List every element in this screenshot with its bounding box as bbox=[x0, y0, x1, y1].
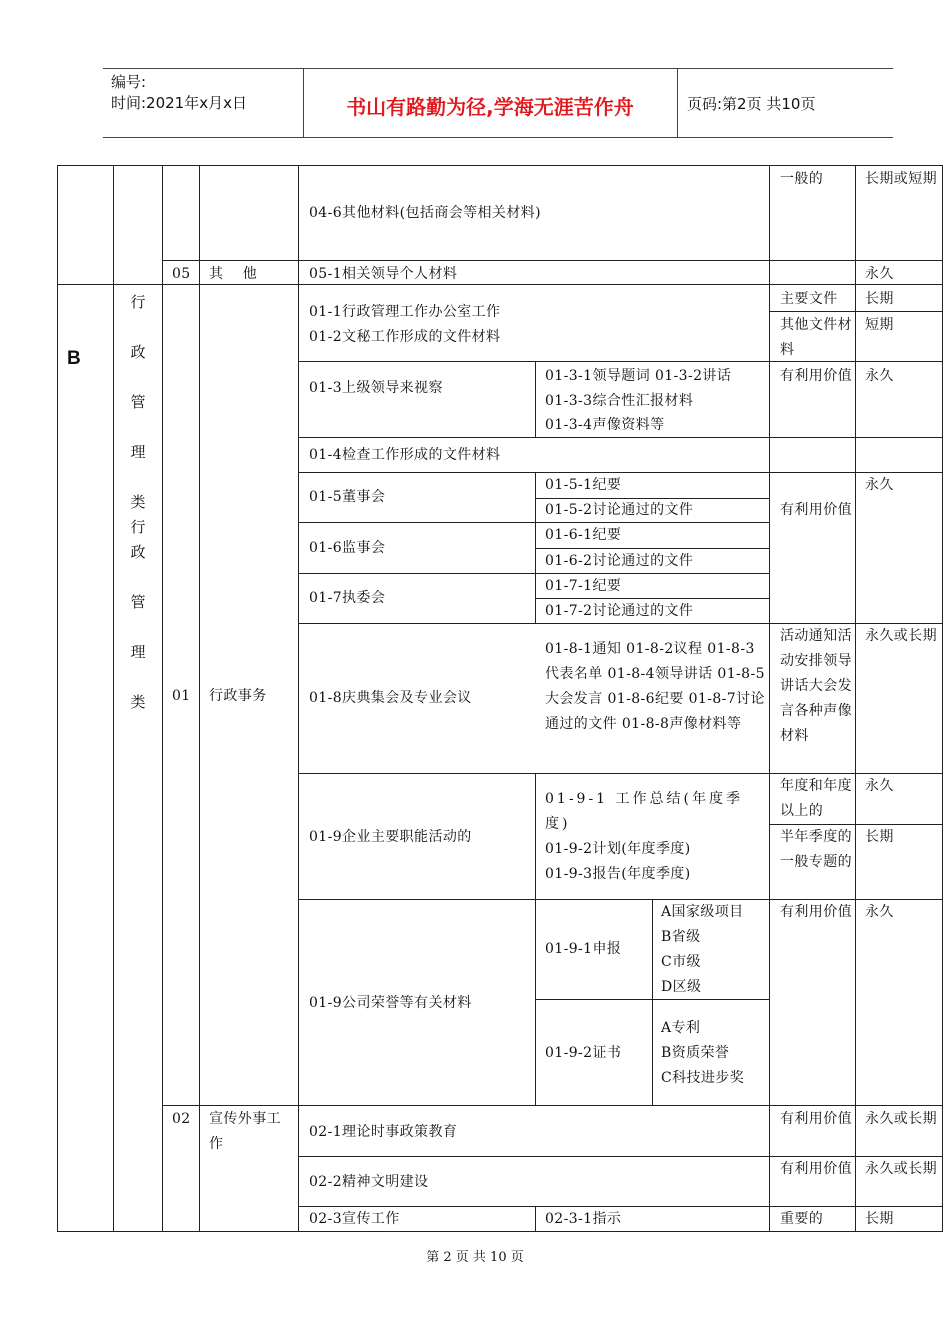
page-number-label: 页码:第2页 共10页 bbox=[687, 95, 816, 113]
section-number: 02 bbox=[172, 1111, 191, 1127]
table-cell: 01-7-1纪要 bbox=[545, 578, 622, 594]
category-char: 政 bbox=[130, 343, 146, 361]
table-cell: 01-9-2证书 bbox=[545, 1045, 622, 1061]
category-code: B bbox=[67, 348, 81, 369]
table-cell: 01-9公司荣誉等有关材料 bbox=[309, 995, 472, 1011]
retention-level: 一般的 bbox=[780, 171, 824, 187]
table-cell: 01-3-3综合性汇报材料 bbox=[545, 393, 694, 409]
archive-table bbox=[57, 165, 943, 1232]
code-label: 编号: bbox=[111, 73, 147, 91]
retention-term: 永久 bbox=[865, 904, 894, 920]
section-number: 01 bbox=[172, 688, 191, 704]
section-name: 其 他 bbox=[209, 266, 258, 282]
category-char: 管 bbox=[130, 393, 146, 411]
category-char: 理 bbox=[130, 643, 146, 661]
retention-term: 长期 bbox=[865, 829, 894, 845]
table-cell: 01-9-1 工作总结(年度季度) bbox=[545, 791, 744, 832]
retention-term: 永久或长期 bbox=[865, 1111, 937, 1127]
date-label: 时间:2021年x月x日 bbox=[111, 94, 247, 112]
table-cell: 05-1相关领导个人材料 bbox=[309, 266, 458, 282]
retention-term: 永久 bbox=[865, 266, 894, 282]
page-footer: 第 2 页 共 10 页 bbox=[426, 1250, 524, 1265]
table-cell: 02-3-1指示 bbox=[545, 1211, 622, 1227]
table-cell: 01-6-2讨论通过的文件 bbox=[545, 553, 694, 569]
table-cell: 01-6-1纪要 bbox=[545, 527, 622, 543]
table-cell: 01-4检查工作形成的文件材料 bbox=[309, 447, 501, 463]
retention-term: 短期 bbox=[865, 317, 894, 333]
table-cell: 01-7-2讨论通过的文件 bbox=[545, 603, 694, 619]
retention-level: 其他文件材料 bbox=[780, 317, 852, 358]
category-char: 类行 bbox=[130, 493, 146, 536]
table-cell: C市级 bbox=[661, 954, 701, 970]
header-meta bbox=[111, 72, 247, 114]
category-char: 行 bbox=[130, 293, 146, 311]
table-cell: 01-5-1纪要 bbox=[545, 477, 622, 493]
table-cell: 01-5-2讨论通过的文件 bbox=[545, 502, 694, 518]
retention-level: 活动通知活动安排领导讲话大会发言各种声像材料 bbox=[780, 628, 852, 744]
table-cell: D区级 bbox=[661, 979, 702, 995]
table-cell: 01-9企业主要职能活动的 bbox=[309, 829, 472, 845]
table-cell: A国家级项目 bbox=[661, 904, 744, 920]
table-cell: 02-3宣传工作 bbox=[309, 1211, 400, 1227]
table-cell: B省级 bbox=[661, 929, 701, 945]
table-cell: 02-1理论时事政策教育 bbox=[309, 1124, 458, 1140]
retention-level: 重要的 bbox=[780, 1211, 824, 1227]
table-cell: B资质荣誉 bbox=[661, 1045, 730, 1061]
table-cell: 01-9-3报告(年度季度) bbox=[545, 866, 691, 882]
retention-term: 永久 bbox=[865, 368, 894, 384]
table-cell: 01-8-1通知 01-8-2议程 01-8-3代表名单 01-8-4领导讲话 01-8-5大会发言 01-8-6纪要 01-8-7讨论通过的文件 01-8-8声像材料等 bbox=[545, 641, 765, 732]
retention-level: 有利用价值 bbox=[780, 502, 852, 518]
retention-level: 有利用价值 bbox=[780, 1161, 852, 1177]
table-cell: 01-8庆典集会及专业会议 bbox=[309, 690, 472, 706]
table-cell: 01-2文秘工作形成的文件材料 bbox=[309, 329, 501, 345]
table-cell: C科技进步奖 bbox=[661, 1070, 745, 1086]
table-cell: 01-9-2计划(年度季度) bbox=[545, 841, 691, 857]
category-char: 类 bbox=[130, 693, 146, 711]
category-title bbox=[115, 290, 161, 715]
section-name: 宣传外事工 作 bbox=[209, 1111, 301, 1152]
table-cell: 01-7执委会 bbox=[309, 590, 386, 606]
table-cell: 01-6监事会 bbox=[309, 540, 386, 556]
table-cell: 01-3上级领导来视察 bbox=[309, 380, 443, 396]
retention-term: 永久或长期 bbox=[865, 1161, 937, 1177]
category-char: 管 bbox=[130, 593, 146, 611]
retention-term: 永久 bbox=[865, 778, 894, 794]
table-cell: 01-9-1申报 bbox=[545, 941, 622, 957]
table-cell: 01-5董事会 bbox=[309, 489, 386, 505]
retention-level: 半年季度的一般专题的 bbox=[780, 829, 852, 870]
page-header bbox=[103, 68, 893, 138]
table-cell: 04-6其他材料(包括商会等相关材料) bbox=[309, 205, 541, 221]
table-cell: 01-3-4声像资料等 bbox=[545, 417, 665, 433]
header-motto: 书山有路勤为径,学海无涯苦作舟 bbox=[346, 95, 634, 119]
retention-term: 长期 bbox=[865, 291, 894, 307]
retention-term: 长期 bbox=[865, 1211, 894, 1227]
retention-term: 长期或短期 bbox=[865, 171, 937, 187]
table-cell: 02-2精神文明建设 bbox=[309, 1174, 429, 1190]
table-cell: 01-1行政管理工作办公室工作 bbox=[309, 304, 501, 320]
retention-term: 永久 bbox=[865, 477, 894, 493]
table-cell: 01-3-1领导题词 01-3-2讲话 bbox=[545, 368, 732, 384]
category-char: 理 bbox=[130, 443, 146, 461]
retention-term: 永久或长期 bbox=[865, 628, 937, 644]
retention-level: 有利用价值 bbox=[780, 1111, 852, 1127]
retention-level: 有利用价值 bbox=[780, 368, 852, 384]
retention-level: 年度和年度以上的 bbox=[780, 778, 852, 819]
category-char: 政 bbox=[130, 543, 146, 561]
retention-level: 主要文件 bbox=[780, 291, 838, 307]
retention-level: 有利用价值 bbox=[780, 904, 852, 920]
section-number: 05 bbox=[172, 266, 191, 282]
table-cell: A专利 bbox=[661, 1020, 701, 1036]
section-name: 行政事务 bbox=[209, 688, 267, 704]
header-divider bbox=[677, 69, 678, 137]
